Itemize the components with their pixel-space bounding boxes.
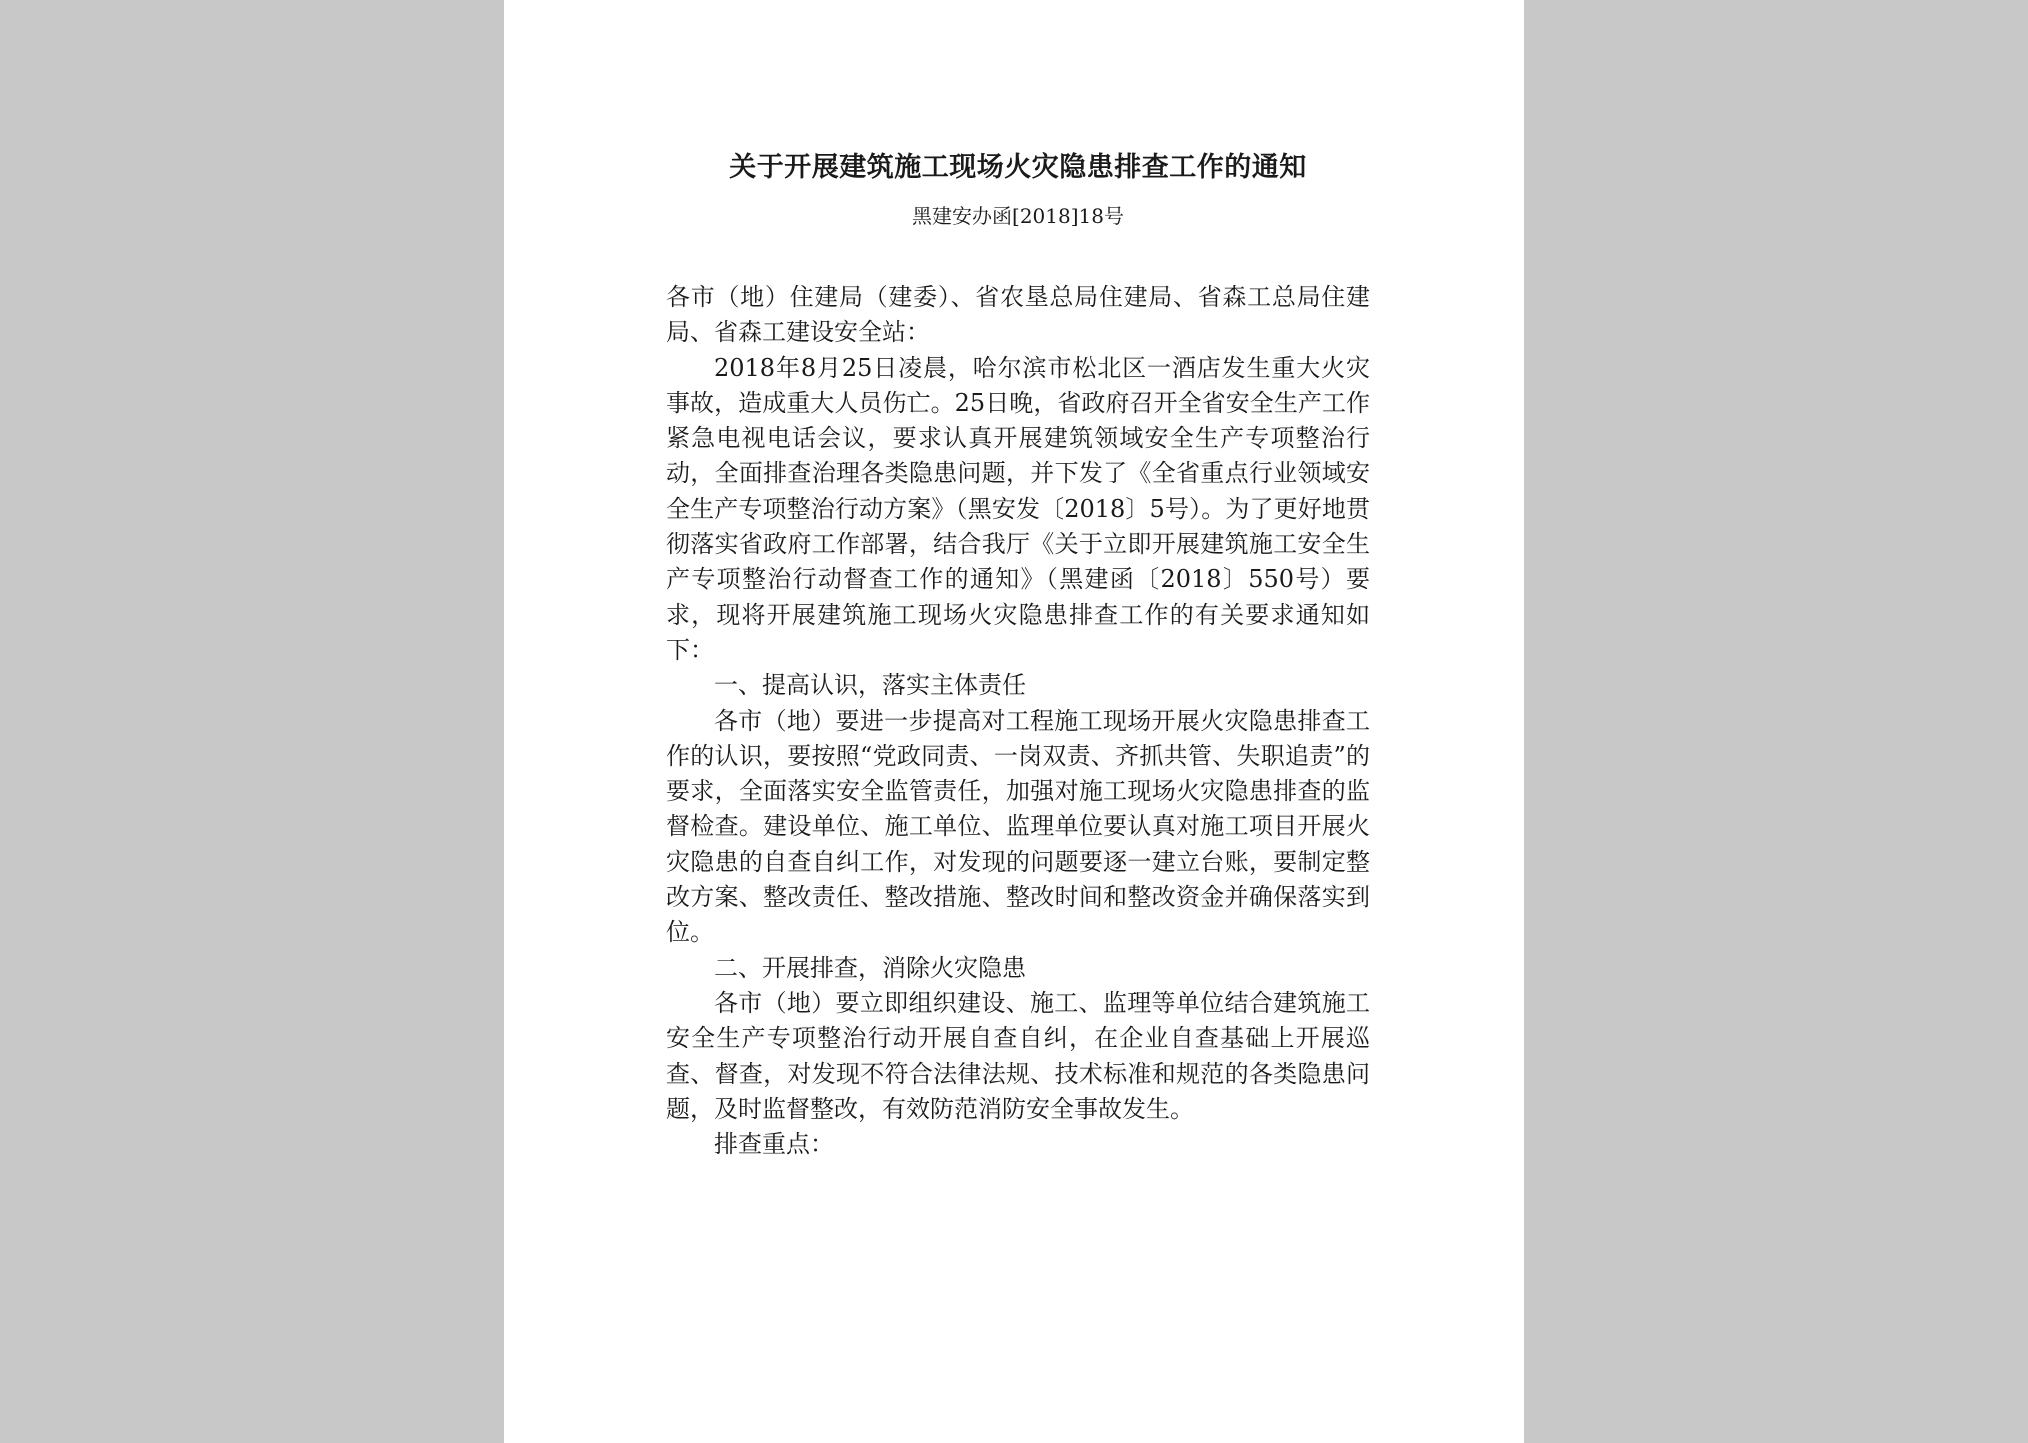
document-title: 关于开展建筑施工现场火灾隐患排查工作的通知 [729, 152, 1307, 183]
document-number: 黑建安办函[2018]18号 [912, 204, 1124, 228]
paragraph-section-1: 各市（地）要进一步提高对工程施工现场开展火灾隐患排查工作的认识，要按照“党政同责、一岗双责、齐抓共管、失职追责”的要求，全面落实安全监管责任，加强对施工现场火灾隐患排查的监督检查。建设单位、施工单位、监理单位要认真对施工项目开展火灾隐患的自查自纠工作，对发现的问题要逐一建立台账，要制定整改方案、整改责任、整改措施、整改时间和整改资金并确保落实到位。 [666, 706, 1370, 947]
paragraph-section-2: 各市（地）要立即组织建设、施工、监理等单位结合建筑施工安全生产专项整治行动开展自查自纠，在企业自查基础上开展巡查、督查，对发现不符合法律法规、技术标准和规范的各类隐患问题，及时监督整改，有效防范消防安全事故发生。 [666, 988, 1370, 1123]
paragraph-intro: 2018年8月25日凌晨，哈尔滨市松北区一酒店发生重大火灾事故，造成重大人员伤亡。25日晚，省政府召开全省安全生产工作紧急电视电话会议，要求认真开展建筑领域安全生产专项整治行动，全面排查治理各类隐患问题，并下发了《全省重点行业领域安全生产专项整治行动方案》（黑安发〔2018〕5号）。为了更好地贯彻落实省政府工作部署，结合我厅《关于立即开展建筑施工安全生产专项整治行动督查工作的通知》（黑建函〔2018〕550号）要求，现将开展建筑施工现场火灾隐患排查工作的有关要求通知如下： [666, 353, 1370, 664]
inspection-focus-label: 排查重点： [714, 1130, 834, 1159]
addressee-line: 各市（地）住建局（建委）、省农垦总局住建局、省森工总局住建局、省森工建设安全站： [666, 283, 1370, 347]
document-page [504, 0, 1524, 1443]
section-heading-2: 二、开展排查，消除火灾隐患 [714, 953, 1026, 982]
document-content [666, 140, 1370, 1162]
section-heading-1: 一、提高认识，落实主体责任 [714, 671, 1026, 700]
